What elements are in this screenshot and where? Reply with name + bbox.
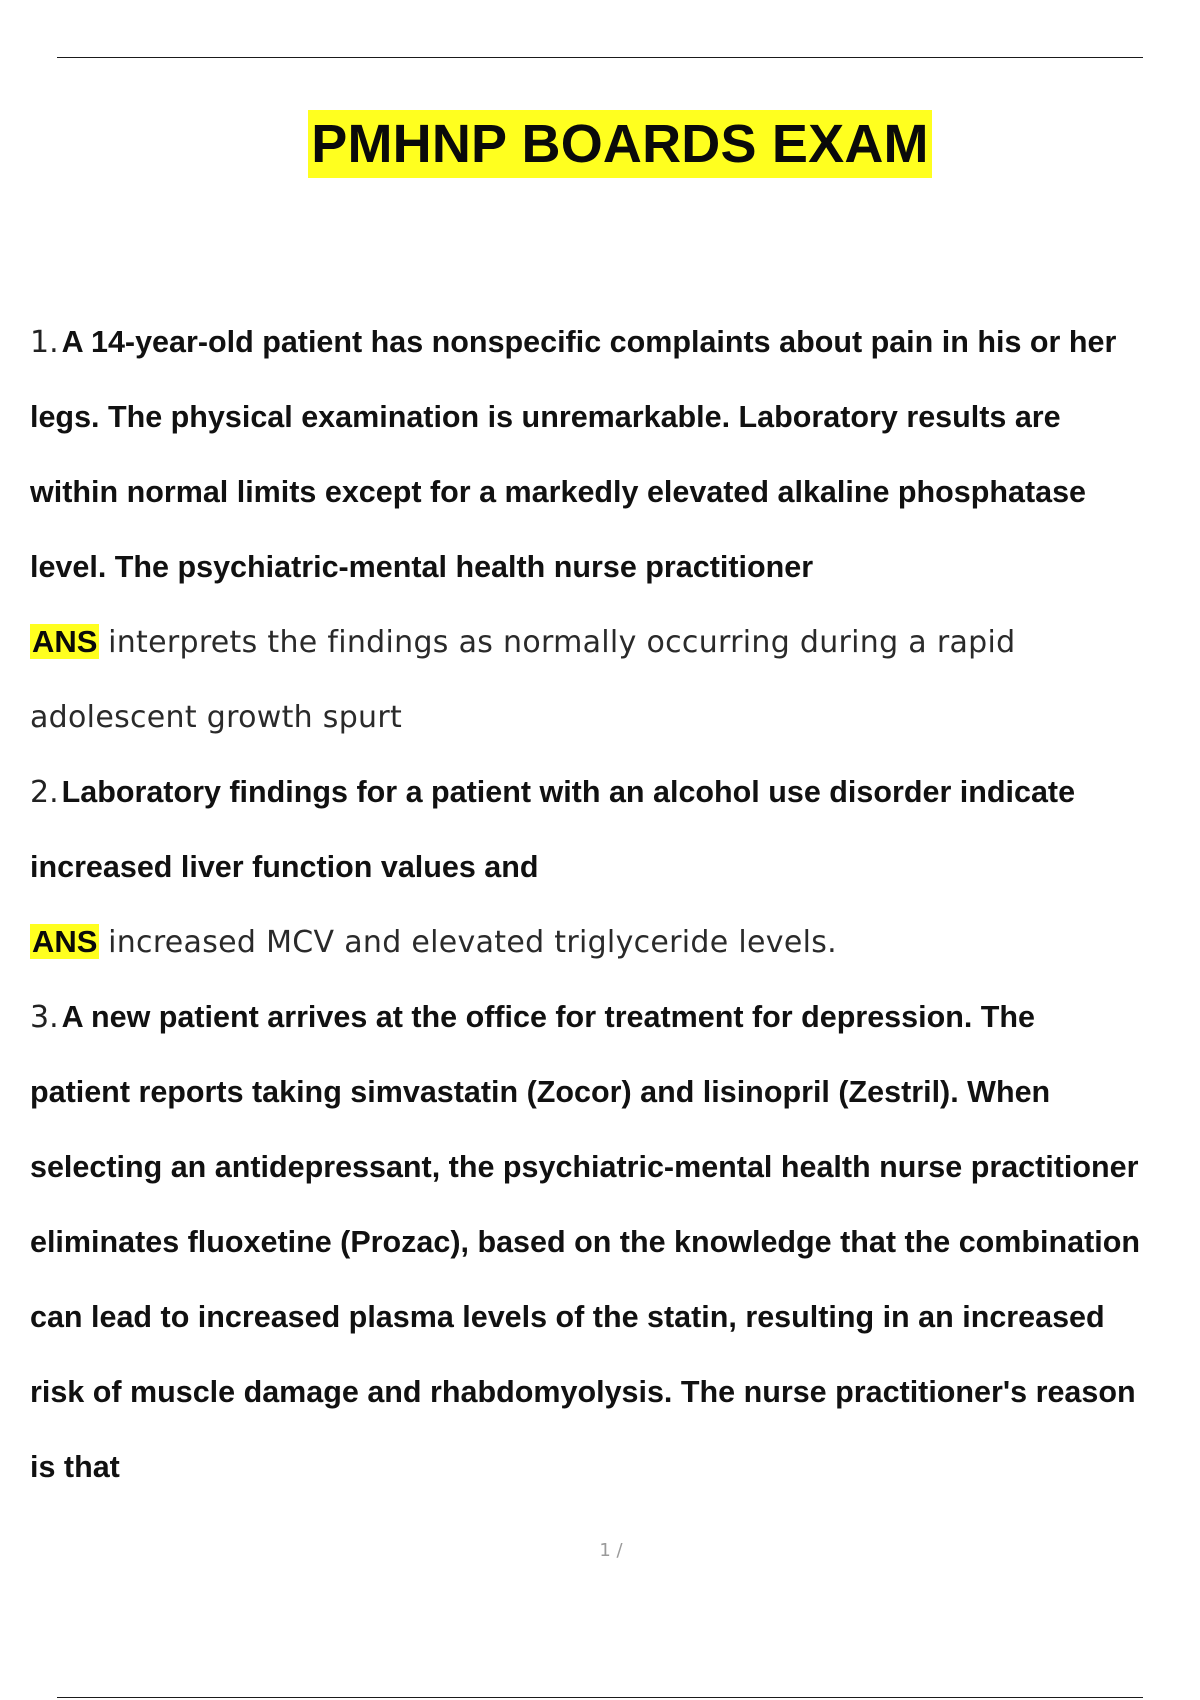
question-line: [30, 1204, 1200, 1279]
question-text: A 14-year-old patient has nonspecific complaints about pain in his or her: [61, 325, 1117, 359]
top-rule: [57, 57, 1143, 58]
question-text: patient reports taking simvastatin (Zocor) and lisinopril (Zestril). When: [30, 1075, 1051, 1109]
question-line: [30, 754, 1200, 829]
question-text: increased liver function values and: [30, 850, 539, 884]
question-text: selecting an antidepressant, the psychiatric-mental health nurse practitioner: [30, 1150, 1139, 1184]
question-list: [30, 304, 1200, 1504]
question-text: within normal limits except for a markedly elevated alkaline phosphatase: [30, 475, 1087, 509]
question-text: A new patient arrives at the office for treatment for depression. The: [61, 1000, 1036, 1034]
question-line: [30, 1429, 1200, 1504]
question-line: [30, 304, 1200, 379]
question-line: [30, 1129, 1200, 1204]
question-text: Laboratory findings for a patient with an alcohol use disorder indicate: [61, 775, 1076, 809]
question-line: [30, 979, 1200, 1054]
question-text: is that: [30, 1450, 120, 1484]
page-title: PMHNP BOARDS EXAM: [308, 110, 931, 178]
question-number: 1.: [30, 325, 59, 360]
answer-label: ANS: [32, 924, 98, 959]
question-line: [30, 1054, 1200, 1129]
question-number: 2.: [30, 775, 59, 810]
question-line: [30, 454, 1200, 529]
question-number: 3.: [30, 1000, 59, 1035]
answer-text: increased MCV and elevated triglyceride levels.: [108, 925, 837, 960]
bottom-rule: [57, 1697, 1143, 1698]
answer-line: [30, 679, 1200, 754]
question-text: legs. The physical examination is unremarkable. Laboratory results are: [30, 400, 1061, 434]
question-text: level. The psychiatric-mental health nurse practitioner: [30, 550, 814, 584]
question-line: [30, 1279, 1200, 1354]
answer-text: adolescent growth spurt: [30, 700, 403, 735]
question-text: risk of muscle damage and rhabdomyolysis. The nurse practitioner's reason: [30, 1375, 1136, 1409]
answer-label: ANS: [32, 624, 98, 659]
page-number: 1 /: [599, 1540, 623, 1561]
question-line: [30, 1354, 1200, 1429]
question-text: can lead to increased plasma levels of the statin, resulting in an increased: [30, 1300, 1105, 1334]
question-line: [30, 379, 1200, 454]
answer-text: interprets the findings as normally occurring during a rapid: [108, 625, 1016, 660]
question-line: [30, 829, 1200, 904]
answer-line: [30, 604, 1200, 679]
question-line: [30, 529, 1200, 604]
question-text: eliminates fluoxetine (Prozac), based on the knowledge that the combination: [30, 1225, 1141, 1259]
answer-line: [30, 904, 1200, 979]
title-block: [0, 110, 1200, 178]
